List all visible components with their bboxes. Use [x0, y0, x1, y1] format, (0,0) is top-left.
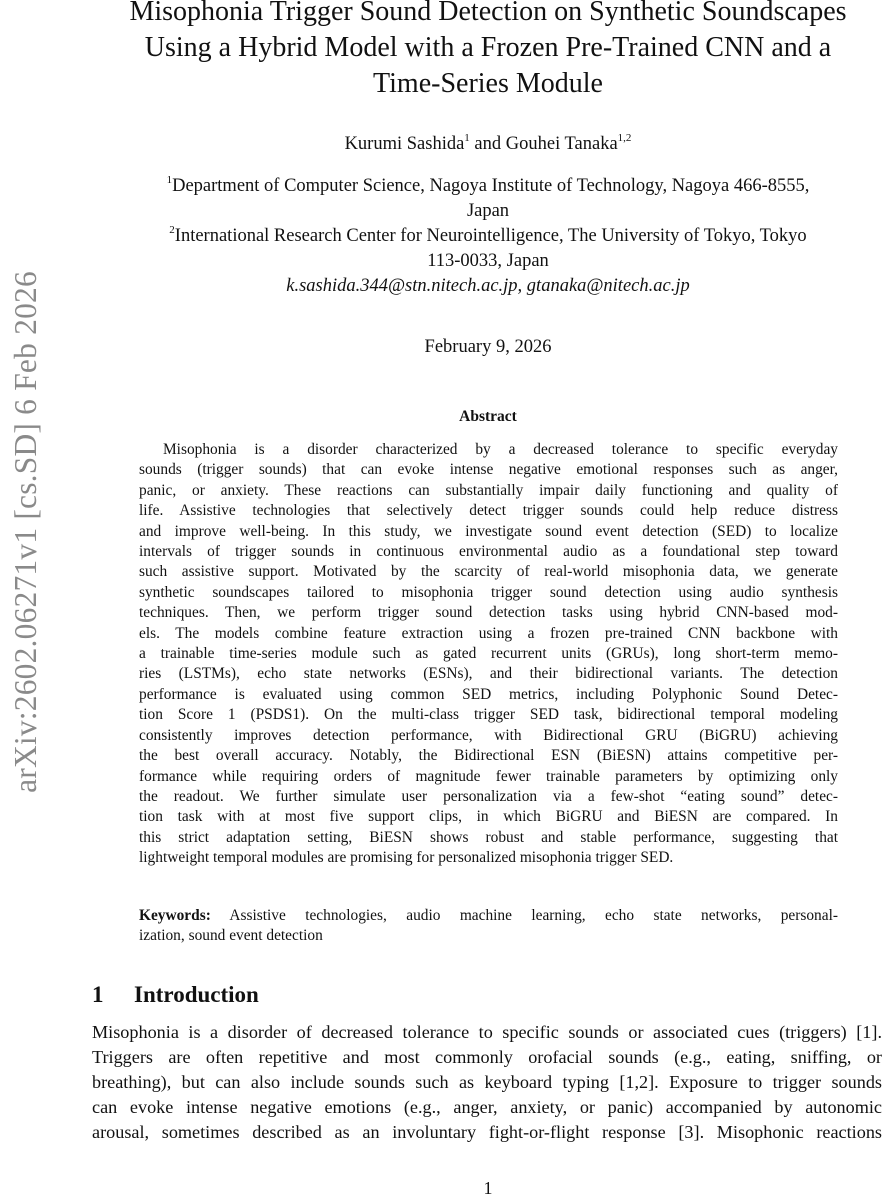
abstract-line: life. Assistive technologies that selectively detect trigger sounds could help reduce distress — [139, 502, 838, 520]
abstract-line: performance is evaluated using common SED metrics, including Polyphonic Sound Detec- — [139, 685, 838, 703]
abstract-heading: Abstract — [459, 408, 517, 425]
abstract-line: intervals of trigger sounds in continuous environmental audio as a foundational step toward — [139, 543, 838, 561]
author-affiliation-mark: 1,2 — [617, 131, 632, 144]
title-line: Time-Series Module — [373, 68, 603, 99]
paragraph-line: breathing), but can also include sounds such as keyboard typing [1,2]. Exposure to trigger sounds — [92, 1072, 882, 1092]
abstract-line: the readout. We further simulate user personalization via a few-shot “eating sound” detec- — [139, 787, 838, 805]
keywords-line: ization, sound event detection — [139, 927, 323, 945]
abstract-line: the best overall accuracy. Notably, the Bidirectional ESN (BiESN) attains competitive per- — [139, 747, 838, 765]
introduction-text — [92, 1020, 882, 1145]
affiliation-mark: 1 — [166, 173, 173, 186]
keywords-text: Assistive technologies, audio machine learning, echo state networks, personal- — [210, 907, 838, 924]
page-number: 1 — [483, 1178, 493, 1198]
affiliation-2-continued: 113-0033, Japan — [427, 251, 549, 271]
section-title: Introduction — [134, 982, 259, 1007]
abstract-line: Misophonia is a disorder characterized by a decreased tolerance to specific everyday — [163, 441, 838, 458]
arxiv-side-stamp — [4, 232, 48, 832]
keywords-line — [139, 906, 838, 926]
abstract-line: formance while requiring orders of magnitude fewer trainable parameters by optimizing only — [139, 767, 838, 785]
keywords — [139, 906, 838, 947]
affiliation-1 — [96, 174, 880, 199]
abstract-line: synthetic soundscapes tailored to misophonia trigger sound detection using audio synthesis — [139, 583, 838, 601]
title-line: Misophonia Trigger Sound Detection on Synthetic Soundscapes — [129, 0, 847, 27]
abstract-line: lightweight temporal modules are promising for personalized misophonia trigger SED. — [139, 849, 674, 867]
abstract-line: this strict adaptation setting, BiESN shows robust and stable performance, suggesting that — [139, 828, 838, 846]
author-list — [96, 132, 880, 156]
abstract-line: a trainable time-series module such as gated recurrent units (GRUs), long short-term memo- — [139, 645, 838, 663]
paragraph-line: Misophonia is a disorder of decreased tolerance to specific sounds or associated cues (triggers) [1]. — [92, 1022, 882, 1042]
affiliation-text: International Research Center for Neurointelligence, The University of Tokyo, Tokyo — [174, 226, 807, 246]
author-affiliation-mark: 1 — [464, 131, 470, 144]
section-number: 1 — [92, 982, 104, 1007]
affiliation-text: Department of Computer Science, Nagoya Institute of Technology, Nagoya 466-8555, — [172, 176, 810, 196]
abstract-line: consistently improves detection performance, with Bidirectional GRU (BiGRU) achieving — [139, 726, 838, 744]
title-line: Using a Hybrid Model with a Frozen Pre-Trained CNN and a — [144, 32, 832, 63]
abstract-line: tion task with at most five support clips, in which BiGRU and BiESN are compared. In — [139, 808, 838, 826]
author-joiner: and — [469, 134, 506, 154]
abstract-line: els. The models combine feature extraction using a frozen pre-trained CNN backbone with — [139, 624, 838, 642]
affiliation-2 — [96, 224, 880, 249]
abstract-line: panic, or anxiety. These reactions can substantially impair daily functioning and quality of — [139, 481, 838, 499]
section-heading-introduction — [92, 982, 259, 1008]
author-name: Kurumi Sashida — [344, 134, 465, 154]
abstract-line: ries (LSTMs), echo state networks (ESNs), and their bidirectional variants. The detection — [139, 665, 838, 683]
paragraph-line: can evoke intense negative emotions (e.g., anger, anxiety, or panic) accompanied by autonomic — [92, 1097, 882, 1117]
author-name: Gouhei Tanaka — [505, 134, 618, 154]
paper-title — [96, 0, 880, 102]
author-emails: k.sashida.344@stn.nitech.ac.jp, gtanaka@nitech.ac.jp — [286, 276, 690, 296]
abstract-line: techniques. Then, we perform trigger sound detection tasks using hybrid CNN-based mod- — [139, 604, 838, 622]
arxiv-identifier: arXiv:2602.06271v1 [cs.SD] 6 Feb 2026 — [8, 271, 43, 793]
abstract-line: such assistive support. Motivated by the scarcity of real-world misophonia data, we generate — [139, 563, 838, 581]
paragraph-line: Triggers are often repetitive and most commonly orofacial sounds (e.g., eating, sniffing, or — [92, 1047, 882, 1067]
affiliation-1-continued: Japan — [466, 201, 510, 221]
abstract-text — [139, 440, 838, 869]
keywords-label: Keywords: — [139, 907, 211, 924]
abstract-line: sounds (trigger sounds) that can evoke intense negative emotional responses such as anger, — [139, 461, 838, 479]
publication-date: February 9, 2026 — [424, 337, 552, 357]
abstract-line: tion Score 1 (PSDS1). On the multi-class trigger SED task, bidirectional temporal modeling — [139, 706, 838, 724]
paragraph-line: arousal, sometimes described as an involuntary fight-or-flight response [3]. Misophonic reactions — [92, 1122, 882, 1142]
abstract-line: and improve well-being. In this study, we investigate sound event detection (SED) to localize — [139, 522, 838, 540]
affiliations — [96, 174, 880, 299]
affiliation-mark: 2 — [169, 223, 175, 236]
